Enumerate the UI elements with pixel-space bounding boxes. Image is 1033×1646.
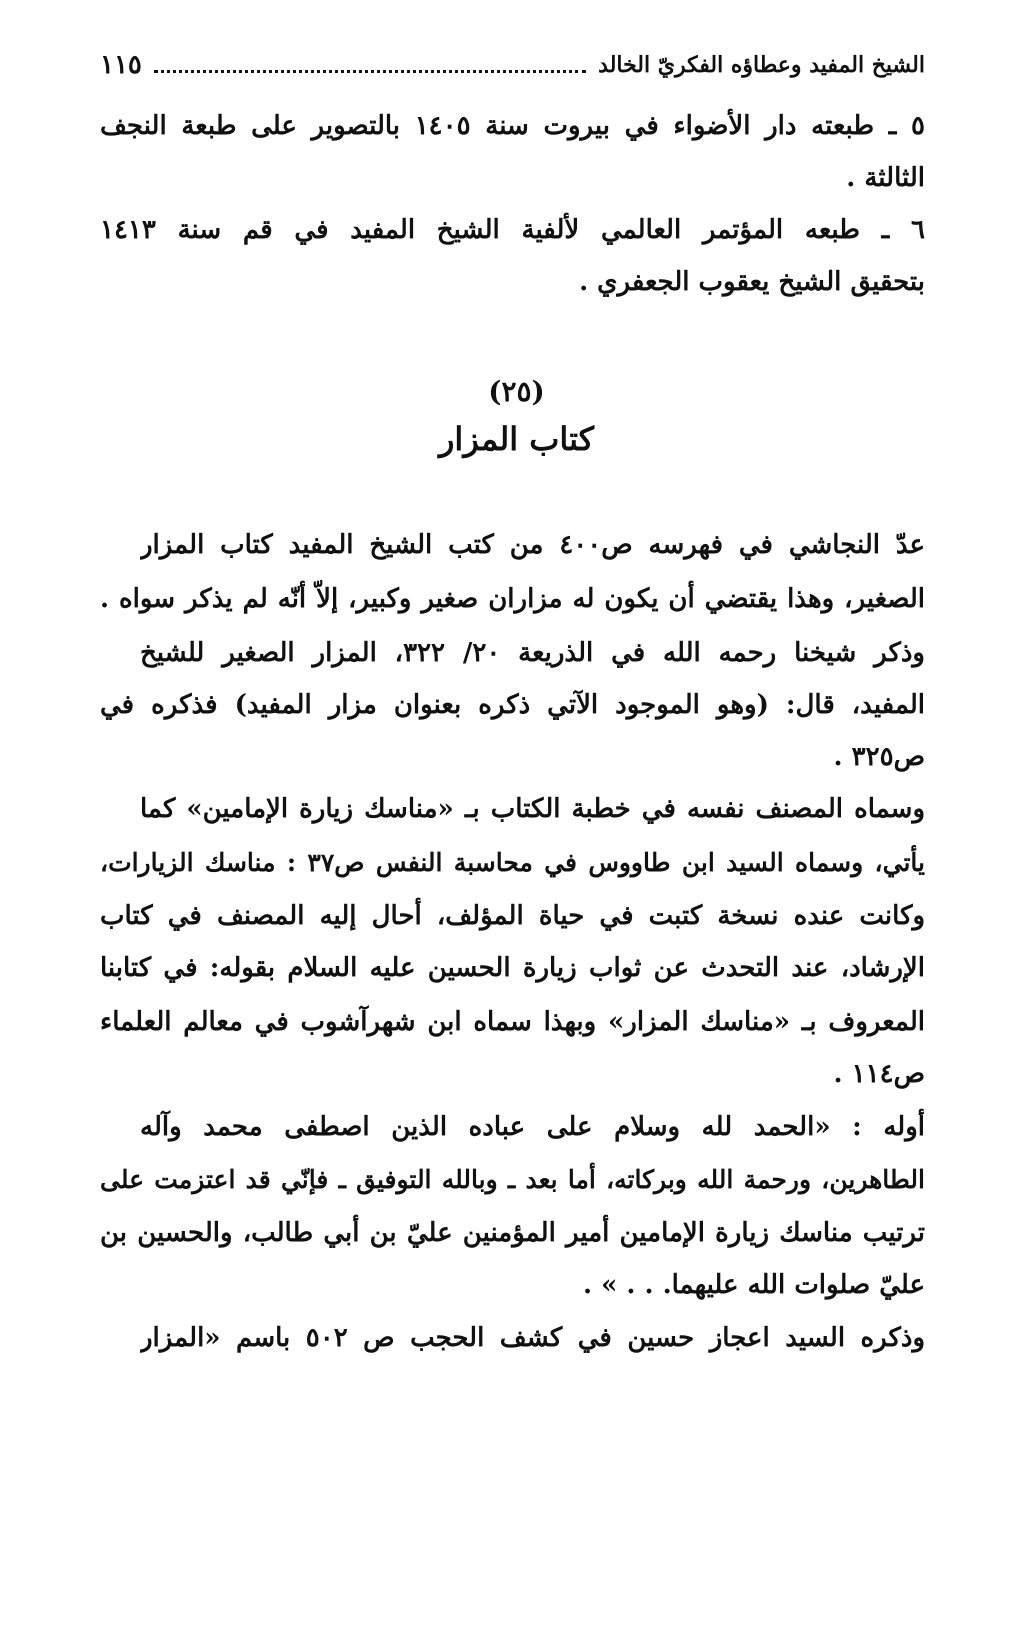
- section-number: (٢٥): [488, 375, 545, 408]
- page-header: [100, 40, 925, 90]
- paragraph-1-line-1: عدّ النجاشي في فهرسه ص٤٠٠ من كتب الشيخ المفيد كتاب المزار: [140, 530, 925, 560]
- page-number: ١١٥: [100, 50, 142, 80]
- item-5-line-1: ٥ ـ طبعته دار الأضواء في بيروت سنة ١٤٠٥ بالتصوير على طبعة النجف: [100, 111, 925, 141]
- dotted-leader: [154, 70, 586, 73]
- paragraph-2-line-2: المفيد، قال: (وهو الموجود الآتي ذكره بعنوان مزار المفيد) فذكره في: [100, 690, 925, 720]
- paragraph-3-line-4: الإرشاد، عند التحدث عن ثواب زيارة الحسين عليه السلام بقوله: في كتابنا: [100, 953, 925, 983]
- section-title: كتاب المزار: [438, 420, 595, 458]
- paragraph-1-line-2: الصغير، وهذا يقتضي أن يكون له مزاران صغير وكبير، إلاّ أنّه لم يذكر سواه .: [100, 584, 925, 614]
- paragraph-3-line-6: ص١١٤ .: [833, 1059, 925, 1089]
- item-6-line-2: بتحقيق الشيخ يعقوب الجعفري .: [579, 267, 925, 297]
- item-5-line-2: الثالثة .: [846, 163, 925, 193]
- paragraph-2-line-1: وذكر شيخنا رحمه الله في الذريعة ٢٠/ ٣٢٢، المزار الصغير للشيخ: [140, 638, 925, 668]
- paragraph-4-line-2: الطاهرين، ورحمة الله وبركاته، أما بعد ـ وبالله التوفيق ـ فإنّي قد اعتزمت على: [100, 1165, 925, 1194]
- paragraph-4-line-1: أوله : «الحمد لله وسلام على عباده الذين اصطفى محمد وآله: [140, 1112, 925, 1142]
- paragraph-3-line-5: المعروف بـ «مناسك المزار» وبهذا سماه ابن شهرآشوب في معالم العلماء: [100, 1007, 925, 1037]
- paragraph-5-line-1: وذكره السيد اعجاز حسين في كشف الحجب ص ٥٠٢ باسم «المزار: [140, 1323, 925, 1353]
- running-title: الشيخ المفيد وعطاؤه الفكريّ الخالد: [598, 52, 925, 78]
- paragraph-3-line-3: وكانت عنده نسخة كتبت في حياة المؤلف، أحال إليه المصنف في كتاب: [100, 901, 925, 931]
- paragraph-3-line-2: يأتي، وسماه السيد ابن طاووس في محاسبة النفس ص٣٧ : مناسك الزيارات،: [100, 848, 925, 877]
- paragraph-4-line-4: عليّ صلوات الله عليهما. . . » .: [582, 1270, 925, 1300]
- paragraph-2-line-3: ص٣٢٥ .: [833, 742, 925, 772]
- paragraph-3-line-1: وسماه المصنف نفسه في خطبة الكتاب بـ «مناسك زيارة الإمامين» كما: [140, 794, 925, 824]
- item-6-line-1: ٦ ـ طبعه المؤتمر العالمي لألفية الشيخ المفيد في قم سنة ١٤١٣: [100, 215, 925, 245]
- paragraph-4-line-3: ترتيب مناسك زيارة الإمامين أمير المؤمنين عليّ بن أبي طالب، والحسين بن: [100, 1218, 925, 1248]
